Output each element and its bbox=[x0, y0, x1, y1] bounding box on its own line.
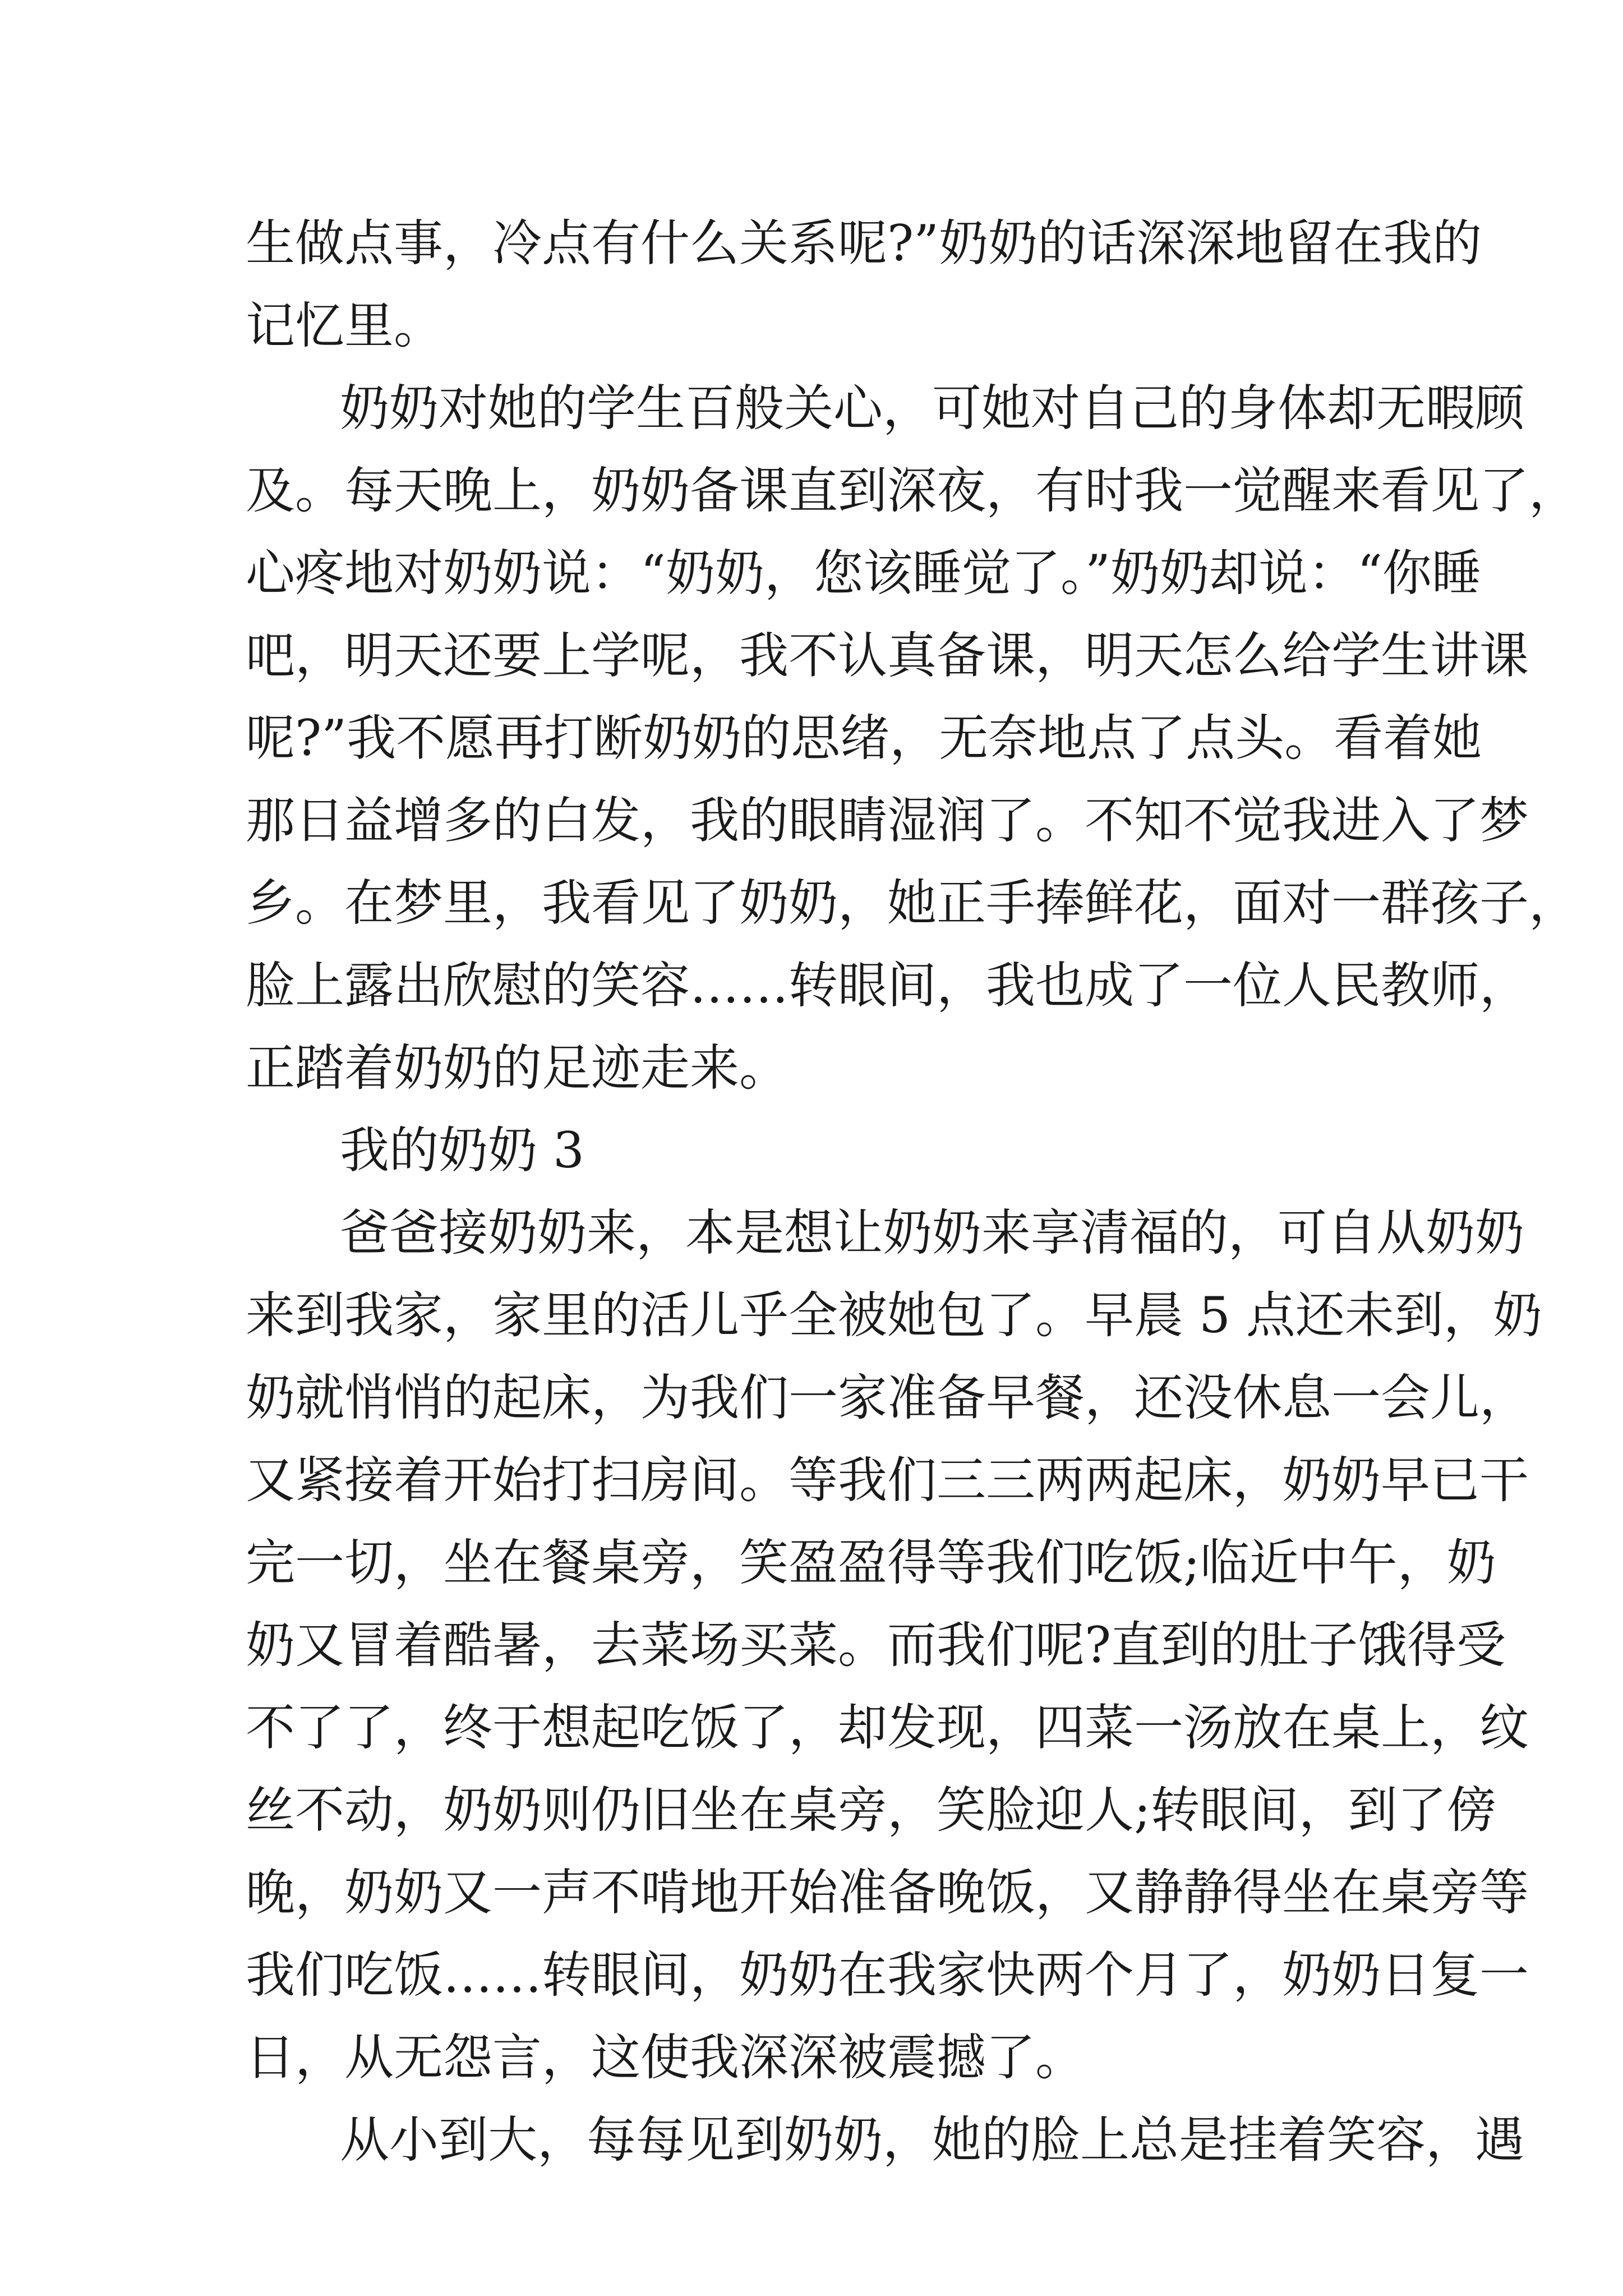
text-line: 奶又冒着酷暑，去菜场买菜。而我们呢?直到的肚子饿得受 bbox=[246, 1616, 1506, 1674]
paragraph bbox=[246, 1191, 1542, 2099]
text-line: 及。每天晚上，奶奶备课直到深夜，有时我一觉醒来看见了， bbox=[246, 462, 1579, 519]
text-line: 又紧接着开始打扫房间。等我们三三两两起床，奶奶早已干 bbox=[246, 1451, 1529, 1509]
text-line: 丝不动，奶奶则仍旧坐在桌旁，笑脸迎人;转眼间，到了傍 bbox=[246, 1781, 1496, 1839]
document-body bbox=[246, 202, 1579, 2181]
section-heading: 我的奶奶 3 bbox=[340, 1121, 584, 1179]
text-line: 吧，明天还要上学呢，我不认真备课，明天怎么给学生讲课 bbox=[246, 627, 1529, 684]
text-line: 那日益增多的白发，我的眼睛湿润了。不知不觉我进入了梦 bbox=[246, 792, 1529, 849]
text-line: 心疼地对奶奶说：“奶奶，您该睡觉了。”奶奶却说：“你睡 bbox=[246, 544, 1481, 602]
text-line: 乡。在梦里，我看见了奶奶，她正手捧鲜花，面对一群孩子， bbox=[246, 874, 1579, 932]
text-line: 来到我家，家里的活儿乎全被她包了。早晨 5 点还未到，奶 bbox=[246, 1286, 1542, 1344]
text-line: 呢?”我不愿再打断奶奶的思绪，无奈地点了点头。看着她 bbox=[246, 709, 1482, 767]
text-line: 生做点事，冷点有什么关系呢?”奶奶的话深深地留在我的 bbox=[246, 214, 1482, 272]
text-line: 从小到大，每每见到奶奶，她的脸上总是挂着笑容，遇 bbox=[340, 2111, 1525, 2169]
text-line: 完一切，坐在餐桌旁，笑盈盈得等我们吃饭;临近中午，奶 bbox=[246, 1534, 1496, 1591]
text-line: 不了了，终于想起吃饭了，却发现，四菜一汤放在桌上，纹 bbox=[246, 1699, 1529, 1756]
text-line: 正踏着奶奶的足迹走来。 bbox=[246, 1039, 789, 1097]
paragraph bbox=[246, 367, 1579, 1109]
text-line: 日，从无怨言，这使我深深被震撼了。 bbox=[246, 2028, 1085, 2086]
text-line: 我们吃饭……转眼间，奶奶在我家快两个月了，奶奶日复一 bbox=[246, 1946, 1529, 2004]
text-line: 奶奶对她的学生百般关心，可她对自己的身体却无暇顾 bbox=[340, 379, 1525, 437]
text-line: 脸上露出欣慰的笑容……转眼间，我也成了一位人民教师， bbox=[246, 956, 1529, 1014]
text-line: 记忆里。 bbox=[246, 297, 444, 355]
paragraph bbox=[246, 2099, 1525, 2181]
paragraph bbox=[246, 202, 1482, 367]
text-line: 奶就悄悄的起床，为我们一家准备早餐，还没休息一会儿， bbox=[246, 1369, 1529, 1427]
text-line: 晚，奶奶又一声不啃地开始准备晚饭，又静静得坐在桌旁等 bbox=[246, 1864, 1529, 1921]
text-line: 爸爸接奶奶来，本是想让奶奶来享清福的，可自从奶奶 bbox=[340, 1204, 1525, 1262]
